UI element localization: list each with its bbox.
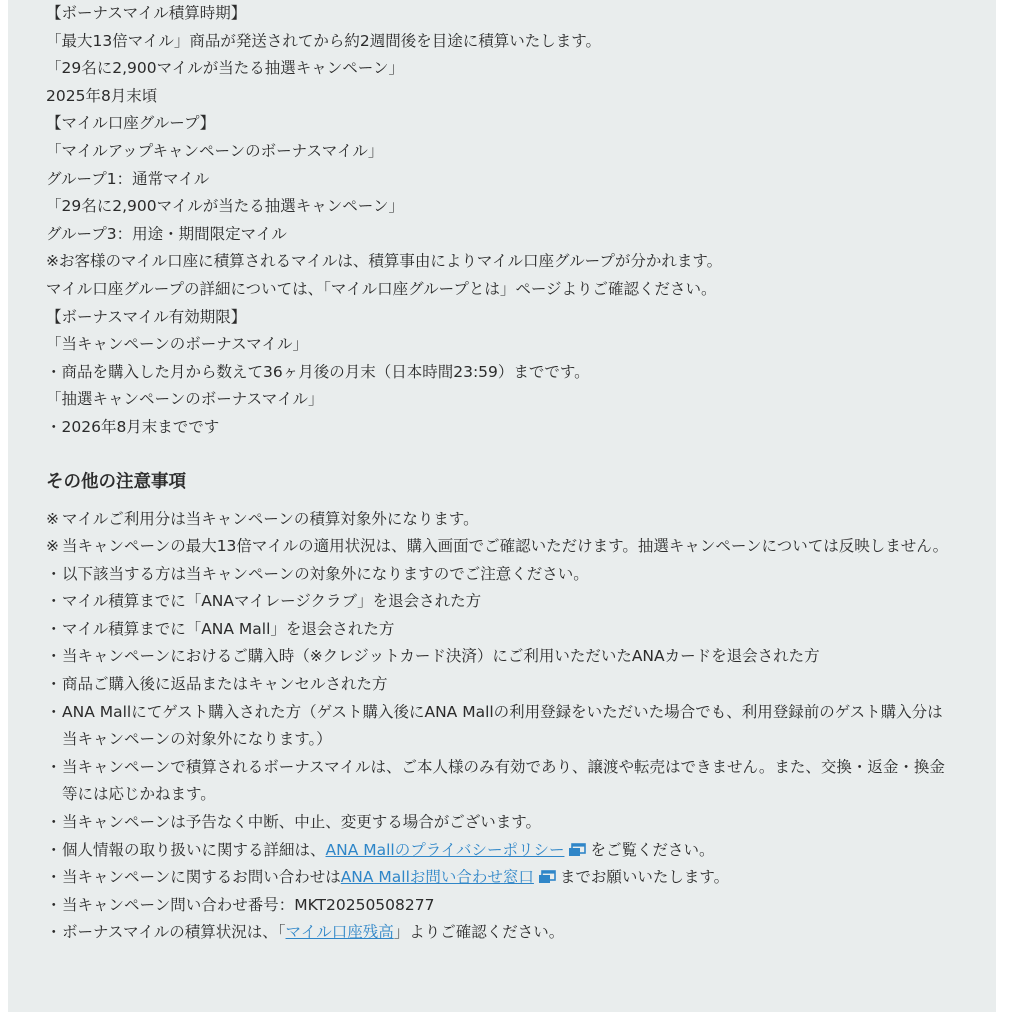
campaign-expiry-text: ・商品を購入した月から数えて36ヶ月後の月末（日本時間23:59）までです。 — [46, 362, 590, 381]
accrual-timing-text: 「最大13倍マイル」商品が発送されてから約2週間後を目途に積算いたします。 — [46, 31, 602, 50]
lottery-campaign-name-2: 「29名に2,900マイルが当たる抽選キャンペーン」 — [46, 197, 404, 216]
group-note: ※お客様のマイル口座に積算されるマイルは、積算事由によりマイル口座グループが分かれます。 — [46, 252, 723, 271]
notes-list — [46, 506, 952, 948]
lottery-bonus-name: 「抽選キャンペーンのボーナスマイル」 — [46, 390, 324, 409]
campaign-details-panel — [8, 0, 996, 1012]
group3-text: グループ3：用途・期間限定マイル — [46, 224, 287, 243]
expiry-heading: 【ボーナスマイル有効期限】 — [46, 307, 247, 326]
accrual-section — [46, 0, 952, 442]
bullet-item: ・ 商品ご購入後に返品またはキャンセルされた方 — [46, 675, 388, 694]
bullet-item: ・ 当キャンペーンは予告なく中断、中止、変更する場合がございます。 — [46, 813, 541, 832]
inquiry-desk-link[interactable]: ANA Mallお問い合わせ窓口 — [340, 868, 534, 887]
privacy-policy-link[interactable]: ANA Mallのプライバシーポリシー — [325, 840, 565, 859]
inquiry-number-item: ・ 当キャンペーン問い合わせ番号：MKT20250508277 — [46, 895, 435, 914]
mile-account-group-heading: 【マイル口座グループ】 — [46, 114, 216, 133]
bullet-item: ・ 当キャンペーンで積算されるボーナスマイルは、ご本人様のみ有効であり、譲渡や転売はできません。また、交換・返金・換金等には応じかねます。 — [46, 757, 945, 804]
accrual-timing-heading: 【ボーナスマイル積算時期】 — [46, 4, 247, 22]
external-window-icon — [568, 843, 586, 857]
external-window-icon — [538, 870, 556, 884]
other-notes-heading: その他の注意事項 — [46, 471, 186, 492]
bullet-item: ・ ANA Mallにてゲスト購入された方（ゲスト購入後にANA Mallの利用登録をいただいた場合でも、利用登録前のゲスト購入分は当キャンペーンの対象外になります。） — [46, 702, 943, 749]
group-detail-text: マイル口座グループの詳細については、「マイル口座グループとは」ページよりご確認ください。 — [46, 279, 717, 298]
group1-text: グループ1：通常マイル — [46, 169, 210, 188]
mileup-bonus-name: 「マイルアップキャンペーンのボーナスマイル」 — [46, 141, 384, 160]
bullet-item: ・ 以下該当する方は当キャンペーンの対象外になりますのでご注意ください。 — [46, 564, 589, 583]
bullet-item: ・ 当キャンペーンにおけるご購入時（※クレジットカード決済）にご利用いただいたANAカードを退会された方 — [46, 647, 820, 666]
privacy-policy-item: ・ 個人情報の取り扱いに関する詳細は、ANA Mallのプライバシーポリシー をご覧ください。 — [46, 840, 715, 859]
lottery-accrual-date: 2025年8月末頃 — [46, 86, 158, 105]
mile-balance-link[interactable]: マイル口座残高 — [285, 923, 394, 942]
bullet-item: ・ マイル積算までに「ANAマイレージクラブ」を退会された方 — [46, 592, 482, 611]
note-item: ※ 当キャンペーンの最大13倍マイルの適用状況は、購入画面でご確認いただけます。抽選キャンペーンについては反映しません。 — [46, 537, 949, 556]
balance-item: ・ ボーナスマイルの積算状況は、「マイル口座残高」よりご確認ください。 — [46, 923, 565, 942]
lottery-campaign-name: 「29名に2,900マイルが当たる抽選キャンペーン」 — [46, 59, 404, 78]
bullet-item: ・ マイル積算までに「ANA Mall」を退会された方 — [46, 619, 395, 638]
inquiry-item: ・ 当キャンペーンに関するお問い合わせはANA Mallお問い合わせ窓口 までお願いいたします。 — [46, 868, 730, 887]
note-item: ※ マイルご利用分は当キャンペーンの積算対象外になります。 — [46, 509, 479, 528]
lottery-expiry-text: ・2026年8月末までです — [46, 417, 220, 436]
campaign-bonus-name: 「当キャンペーンのボーナスマイル」 — [46, 335, 308, 354]
